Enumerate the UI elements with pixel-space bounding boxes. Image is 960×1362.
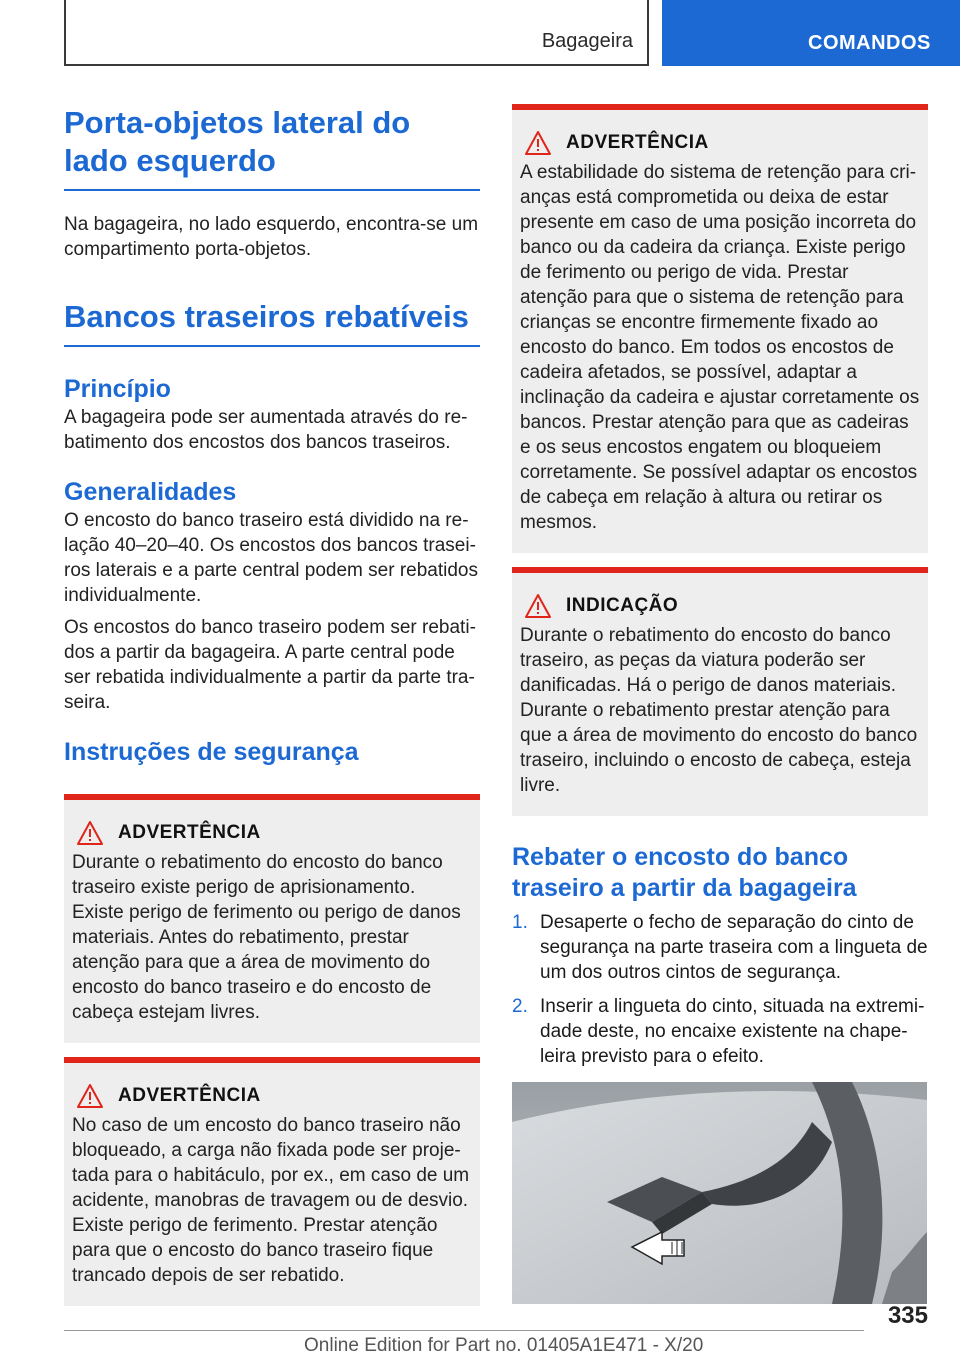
warning-header (72, 818, 472, 848)
parcel-shelf-photo (512, 1082, 927, 1304)
warning-header (520, 128, 920, 158)
page-number: 335 (887, 1302, 928, 1329)
step-text: Inserir a lingueta do cinto, situada na extremidade deste, no encaixe existente na chapeleira previsto para o efeito. (540, 996, 925, 1067)
step-list (512, 910, 928, 1069)
left-column (64, 104, 480, 1306)
warning-title: ADVERTÊNCIA (118, 822, 261, 843)
step-number: 1. (512, 912, 528, 933)
warning-box-trapping (64, 794, 480, 1043)
step-item (512, 910, 928, 985)
right-column (512, 104, 928, 1304)
paragraph-general-2: Os encostos do banco traseiro podem ser rebatidos a partir da bagageira. A parte central pode ser rebatida individualmente a partir da parte traseira. (64, 617, 476, 713)
notice-title: INDICAÇÃO (566, 595, 679, 616)
step-item (512, 994, 928, 1069)
heading-rule (64, 189, 480, 191)
warning-triangle-icon (524, 130, 552, 156)
footer-rule (64, 1330, 864, 1331)
heading-fold-from-boot: Rebater o encosto do banco traseiro a partir da bagageira (512, 843, 857, 902)
warning-text: Durante o rebatimento do encosto do banco traseiro existe perigo de aprisionamento. Existe perigo de ferimento ou perigo de danos materiais. Antes do rebatimento, prestar atenção para que a área de movimento do encosto do banco traseiro e do encosto de cabeça estejam livres. (72, 852, 461, 1023)
heading-principle: Princípio (64, 375, 171, 403)
header-section-title: Bagageira (541, 30, 633, 52)
step-text: Desaperte o fecho de separação do cinto de segurança na parte traseira com a lingueta de um dos outros cintos de segurança. (540, 912, 928, 983)
paragraph-side-storage: Na bagageira, no lado esquerdo, encontra-se um compartimento porta-objetos. (64, 214, 479, 260)
warning-triangle-icon (76, 820, 104, 846)
warning-text: A estabilidade do sistema de retenção para crianças está comprometida ou deixa de estar presente em caso de uma posição incorreta do banco ou da cadeira da criança. Existe perigo de ferimento ou perigo de vida. Prestar atenção para que o sistema de retenção para crianças se encontre firmemente fixado ao encosto do banco. Em todos os encostos de cadeira afetados, se possível, adaptar a inclinação da cadeira e ajustar corretamente os bancos. Prestar atenção para que as cadeiras e os seus encostos engatem ou bloqueiem corretamente. Se possível adaptar os encostos de cabeça em relação à altura ou retirar os mesmos. (520, 162, 920, 533)
notice-header (520, 591, 920, 621)
notice-box-material-damage (512, 567, 928, 816)
warning-title: ADVERTÊNCIA (118, 1085, 261, 1106)
warning-triangle-icon (524, 593, 552, 619)
header-chapter-tab: COMANDOS (662, 0, 960, 66)
heading-safety-instructions: Instruções de segurança (64, 738, 359, 766)
header-frame (64, 0, 649, 66)
paragraph-principle: A bagageira pode ser aumentada através do rebatimento dos encostos dos bancos traseiros. (64, 407, 468, 453)
warning-triangle-icon (76, 1083, 104, 1109)
step-number: 2. (512, 996, 528, 1017)
heading-rule (64, 345, 480, 347)
warning-text: No caso de um encosto do banco traseiro não bloqueado, a carga não fixada pode ser projetada para o habitáculo, por ex., em caso de um acidente, manobras de travagem ou de desvio. Existe perigo de ferimento. Prestar atenção para que o encosto do banco traseiro fique trancado depois de ser rebatido. (72, 1115, 470, 1286)
warning-header (72, 1081, 472, 1111)
warning-box-unsecured-load (64, 1057, 480, 1306)
heading-folding-seats: Bancos traseiros rebatíveis (64, 299, 469, 334)
footer-edition: Online Edition for Part no. 01405A1E471 - X/20 (304, 1335, 704, 1356)
heading-general: Generalidades (64, 478, 237, 506)
boot-illustration (512, 1082, 927, 1304)
warning-box-child-restraint (512, 104, 928, 553)
warning-title: ADVERTÊNCIA (566, 132, 709, 153)
notice-text: Durante o rebatimento do encosto do banco traseiro, as peças da viatura poderão ser danificadas. Há o perigo de danos materiais. Durante o rebatimento prestar atenção para que a área de movimento do encosto do banco traseiro, incluindo o encosto de cabeça, esteja livre. (520, 625, 918, 796)
heading-side-storage: Porta-objetos lateral do lado esquerdo (64, 105, 411, 178)
paragraph-general-1: O encosto do banco traseiro está dividido na relação 40–20–40. Os encostos dos bancos traseiros laterais e a parte central podem ser rebatidos individualmente. (64, 510, 478, 606)
